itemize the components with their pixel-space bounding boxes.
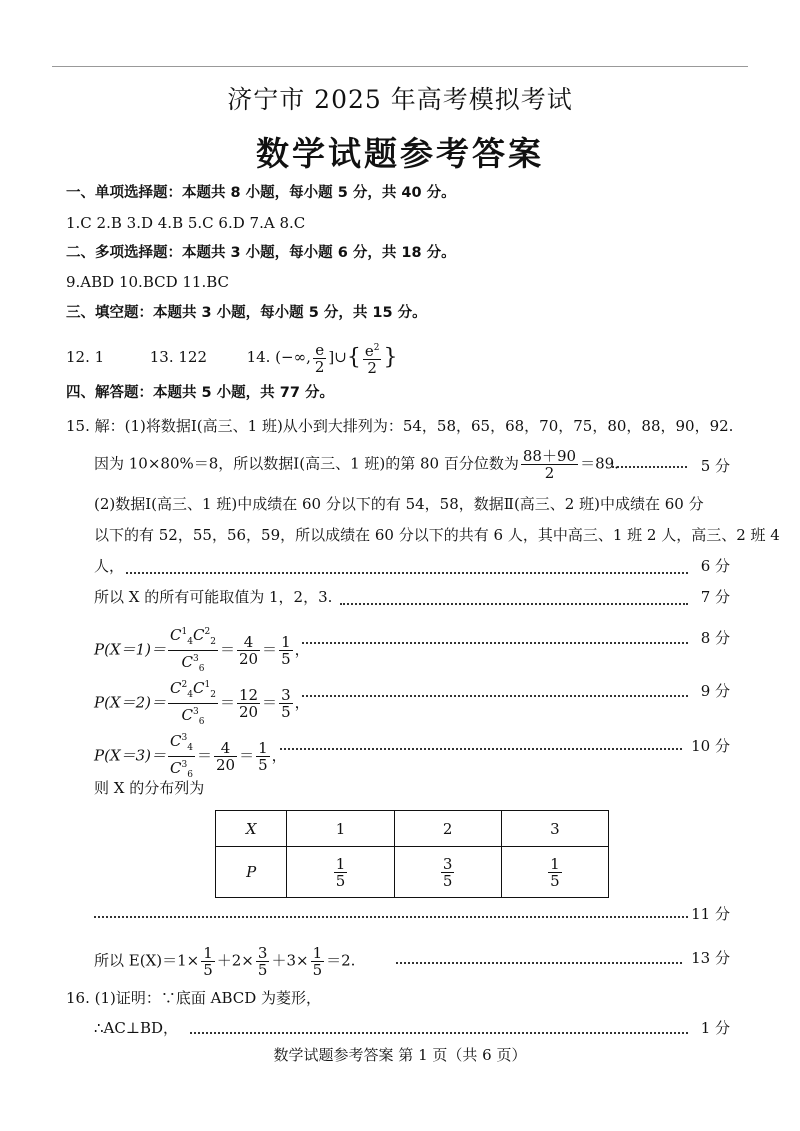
dot-leader [190,1032,688,1034]
score-13: 13 分 [691,949,730,967]
prob-x3: P(X＝3)＝ $\frac{C^3_4}{C^3_6}$ ＝ $\frac{4}{20}$ ＝ $\frac{1}{5}$ ， [94,732,287,780]
table-cell: 3 [501,811,608,847]
answer-14-set: $\frac{e^2}{2}$ [364,342,380,377]
dot-leader [280,748,682,750]
exam-title: 济宁市 2025 年高考模拟考试 [227,85,573,114]
table-cell: $\frac{1}{5}$ [501,847,608,898]
section2-answers: 9.ABD 10.BCD 11.BC [66,273,230,291]
table-cell: $\frac{3}{5}$ [394,847,501,898]
score-6: 6 分 [700,557,730,575]
percentile-fraction: $\frac{88+90}{2}$ [522,447,577,482]
expectation-line: 所以 E(X)＝1× $\frac{1}{5}$ ＋2× $\frac{3}{5}$ ＋3× $\frac{1}{5}$ ＝2. [94,944,356,979]
score-11: 11 分 [691,905,730,923]
distribution-intro: 则 X 的分布列为 [94,779,205,797]
prob-x2: P(X＝2)＝ $\frac{C^2_4C^1_2}{C^3_6}$ ＝ $\frac{12}{20}$ ＝ $\frac{3}{5}$ ， [94,679,310,727]
answer-14-prefix: 14. (−∞, [246,348,311,366]
dot-leader [302,642,688,644]
dot-leader [126,572,688,574]
table-cell: $\frac{1}{5}$ [287,847,394,898]
dot-leader [396,962,682,964]
page-footer: 数学试题参考答案 第 1 页（共 6 页） [273,1046,527,1064]
q16-line1: 16. (1)证明：∵底面 ABCD 为菱形， [66,989,322,1007]
dot-leader [302,695,688,697]
top-rule [52,66,748,67]
table-row [216,847,609,898]
answer-13: 13. 122 [149,348,207,366]
q15-values-line: 所以 X 的所有可能取值为 1，2，3. [94,588,333,606]
dot-leader [340,603,688,605]
document-title: 数学试题参考答案 [256,134,544,173]
section4-heading: 四、解答题：本题共 5 小题，共 77 分。 [66,385,334,401]
score-5: 5 分 [700,457,730,475]
q15-p2-line1: (2)数据Ⅰ(高三、1 班)中成绩在 60 分以下的有 54，58，数据Ⅱ(高三、2 班)中成绩在 60 分 [94,495,704,513]
score-10: 10 分 [691,737,730,755]
score-8: 8 分 [700,629,730,647]
section1-heading: 一、单项选择题：本题共 8 小题，每小题 5 分，共 40 分。 [66,185,456,201]
section2-heading: 二、多项选择题：本题共 3 小题，每小题 6 分，共 18 分。 [66,245,456,261]
table-cell: 2 [394,811,501,847]
dot-leader [612,466,687,468]
table-cell: P [216,847,287,898]
q15-p2-line2: 以下的有 52，55，56，59，所以成绩在 60 分以下的共有 6 人，其中高三、1 班 2 人，高三、2 班 4 [94,526,780,544]
prob-x1: P(X＝1)＝ $\frac{C^1_4C^2_2}{C^3_6}$ ＝ $\frac{4}{20}$ ＝ $\frac{1}{5}$ ， [94,626,310,674]
score-7: 7 分 [700,588,730,606]
section3-heading: 三、填空题：本题共 3 小题，每小题 5 分，共 15 分。 [66,305,427,321]
distribution-table [215,810,609,898]
score-1: 1 分 [700,1019,730,1037]
dot-leader [94,916,688,918]
answer-14-fraction: $\frac{e}{2}$ [314,340,325,376]
table-header-row [216,811,609,847]
q15-line2: 因为 10×80%＝8，所以数据Ⅰ(高三、1 班)的第 80 百分位数为 $\frac{88+90}{2}$ ＝89. [94,447,619,482]
table-cell: X [216,811,287,847]
section3-answers: 12. 1 13. 122 14. (−∞, $\frac{e}{2}$ ]∪{ $\frac{e^2}{2}$ } [66,340,398,377]
table-cell: 1 [287,811,394,847]
section1-answers: 1.C 2.B 3.D 4.B 5.C 6.D 7.A 8.C [66,214,306,232]
q16-line2: ∴AC⊥BD， [94,1019,179,1037]
q15-line1: 15. 解：(1)将数据Ⅰ(高三、1 班)从小到大排列为：54，58，65，68，70，75，80，88，90，92. [66,417,734,435]
q15-p2-line3: 人， [94,557,125,575]
answer-12: 12. 1 [66,348,105,366]
score-9: 9 分 [700,682,730,700]
